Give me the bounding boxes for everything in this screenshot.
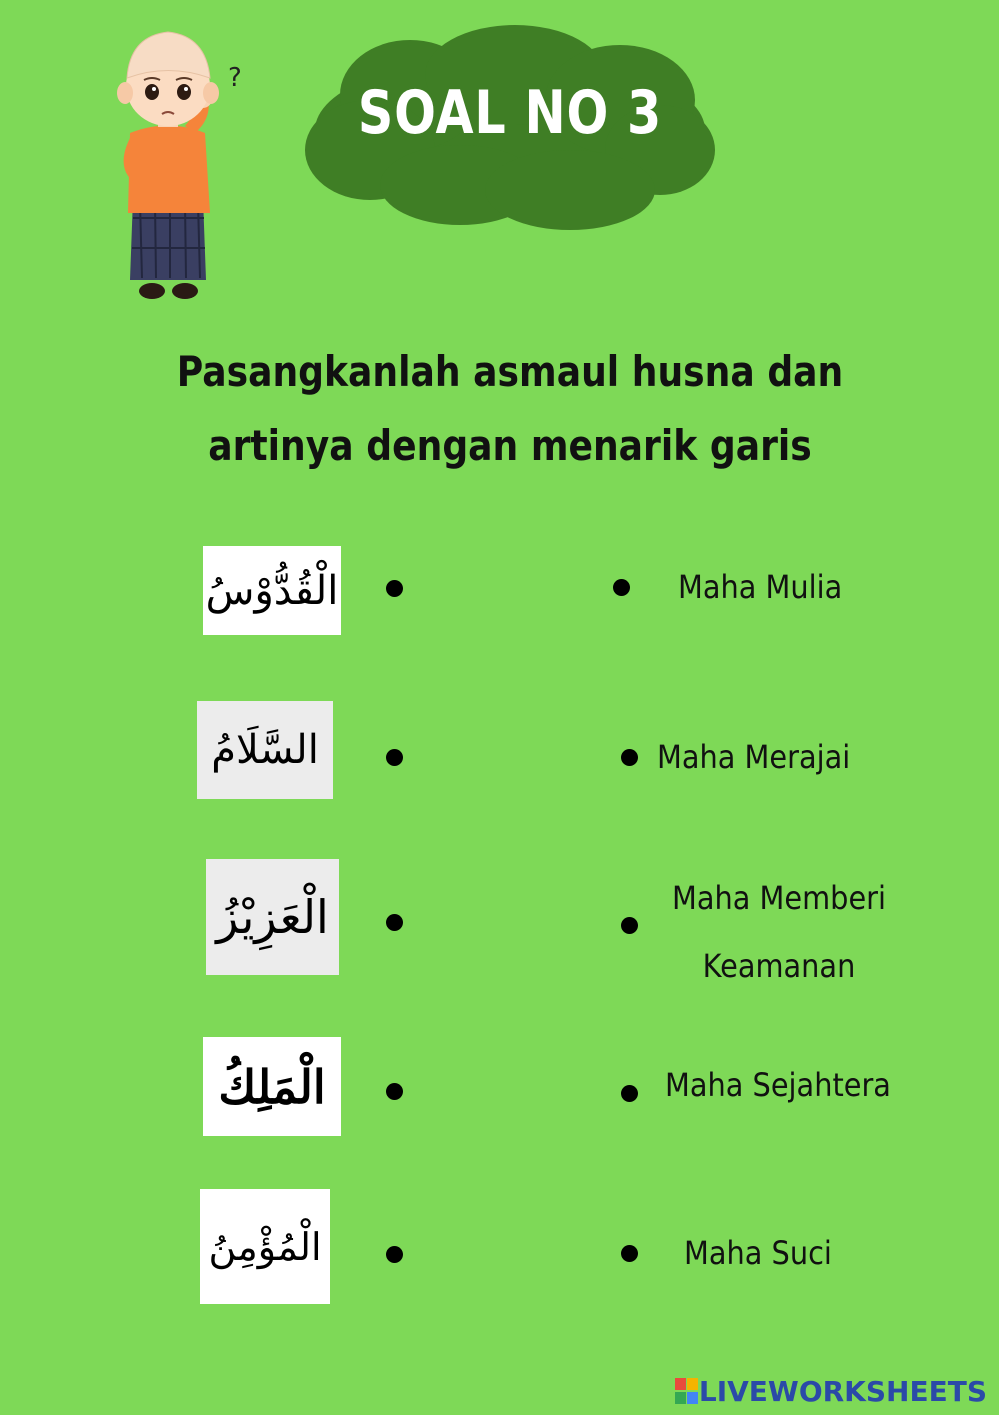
svg-text:?: ? bbox=[228, 63, 242, 93]
meaning-maha-suci: Maha Suci bbox=[684, 1234, 832, 1272]
left-match-dot-5[interactable] bbox=[386, 1246, 403, 1263]
brand-text: LIVEWORKSHEETS bbox=[698, 1374, 987, 1408]
liveworksheets-logo bbox=[675, 1373, 987, 1409]
thinking-boy-illustration bbox=[100, 18, 260, 303]
left-match-dot-3[interactable] bbox=[386, 914, 403, 931]
right-match-dot-3[interactable] bbox=[621, 917, 638, 934]
instruction-text bbox=[157, 335, 862, 483]
meaning-maha-sejahtera: Maha Sejahtera bbox=[665, 1066, 891, 1104]
meaning-maha-merajai: Maha Merajai bbox=[657, 738, 851, 776]
liveworksheets-icon bbox=[675, 1376, 699, 1406]
right-match-dot-1[interactable] bbox=[613, 579, 630, 596]
meaning-maha-memberi-keamanan bbox=[662, 864, 896, 1000]
arabic-card-al-aziz: الْعَزِيْزُ bbox=[206, 859, 339, 975]
instruction-line-2: artinya dengan menarik garis bbox=[208, 421, 812, 470]
right-match-dot-2[interactable] bbox=[621, 749, 638, 766]
arabic-card-al-quddus: الْقُدُّوْسُ bbox=[203, 546, 341, 635]
left-match-dot-1[interactable] bbox=[386, 580, 403, 597]
instruction-line-1: Pasangkanlah asmaul husna dan bbox=[176, 347, 844, 396]
arabic-card-al-malik: الْمَلِكُ bbox=[203, 1037, 341, 1136]
left-match-dot-2[interactable] bbox=[386, 749, 403, 766]
left-match-dot-4[interactable] bbox=[386, 1083, 403, 1100]
page-title: SOAL NO 3 bbox=[357, 78, 663, 148]
meaning-maha-mulia: Maha Mulia bbox=[678, 568, 843, 606]
arabic-card-as-salam: السَّلَامُ bbox=[197, 701, 333, 799]
right-match-dot-5[interactable] bbox=[621, 1245, 638, 1262]
arabic-card-al-mukmin: الْمُؤْمِنُ bbox=[200, 1189, 330, 1304]
right-match-dot-4[interactable] bbox=[621, 1085, 638, 1102]
meaning-line-1: Maha Memberi bbox=[671, 879, 887, 917]
meaning-line-2: Keamanan bbox=[702, 947, 856, 985]
